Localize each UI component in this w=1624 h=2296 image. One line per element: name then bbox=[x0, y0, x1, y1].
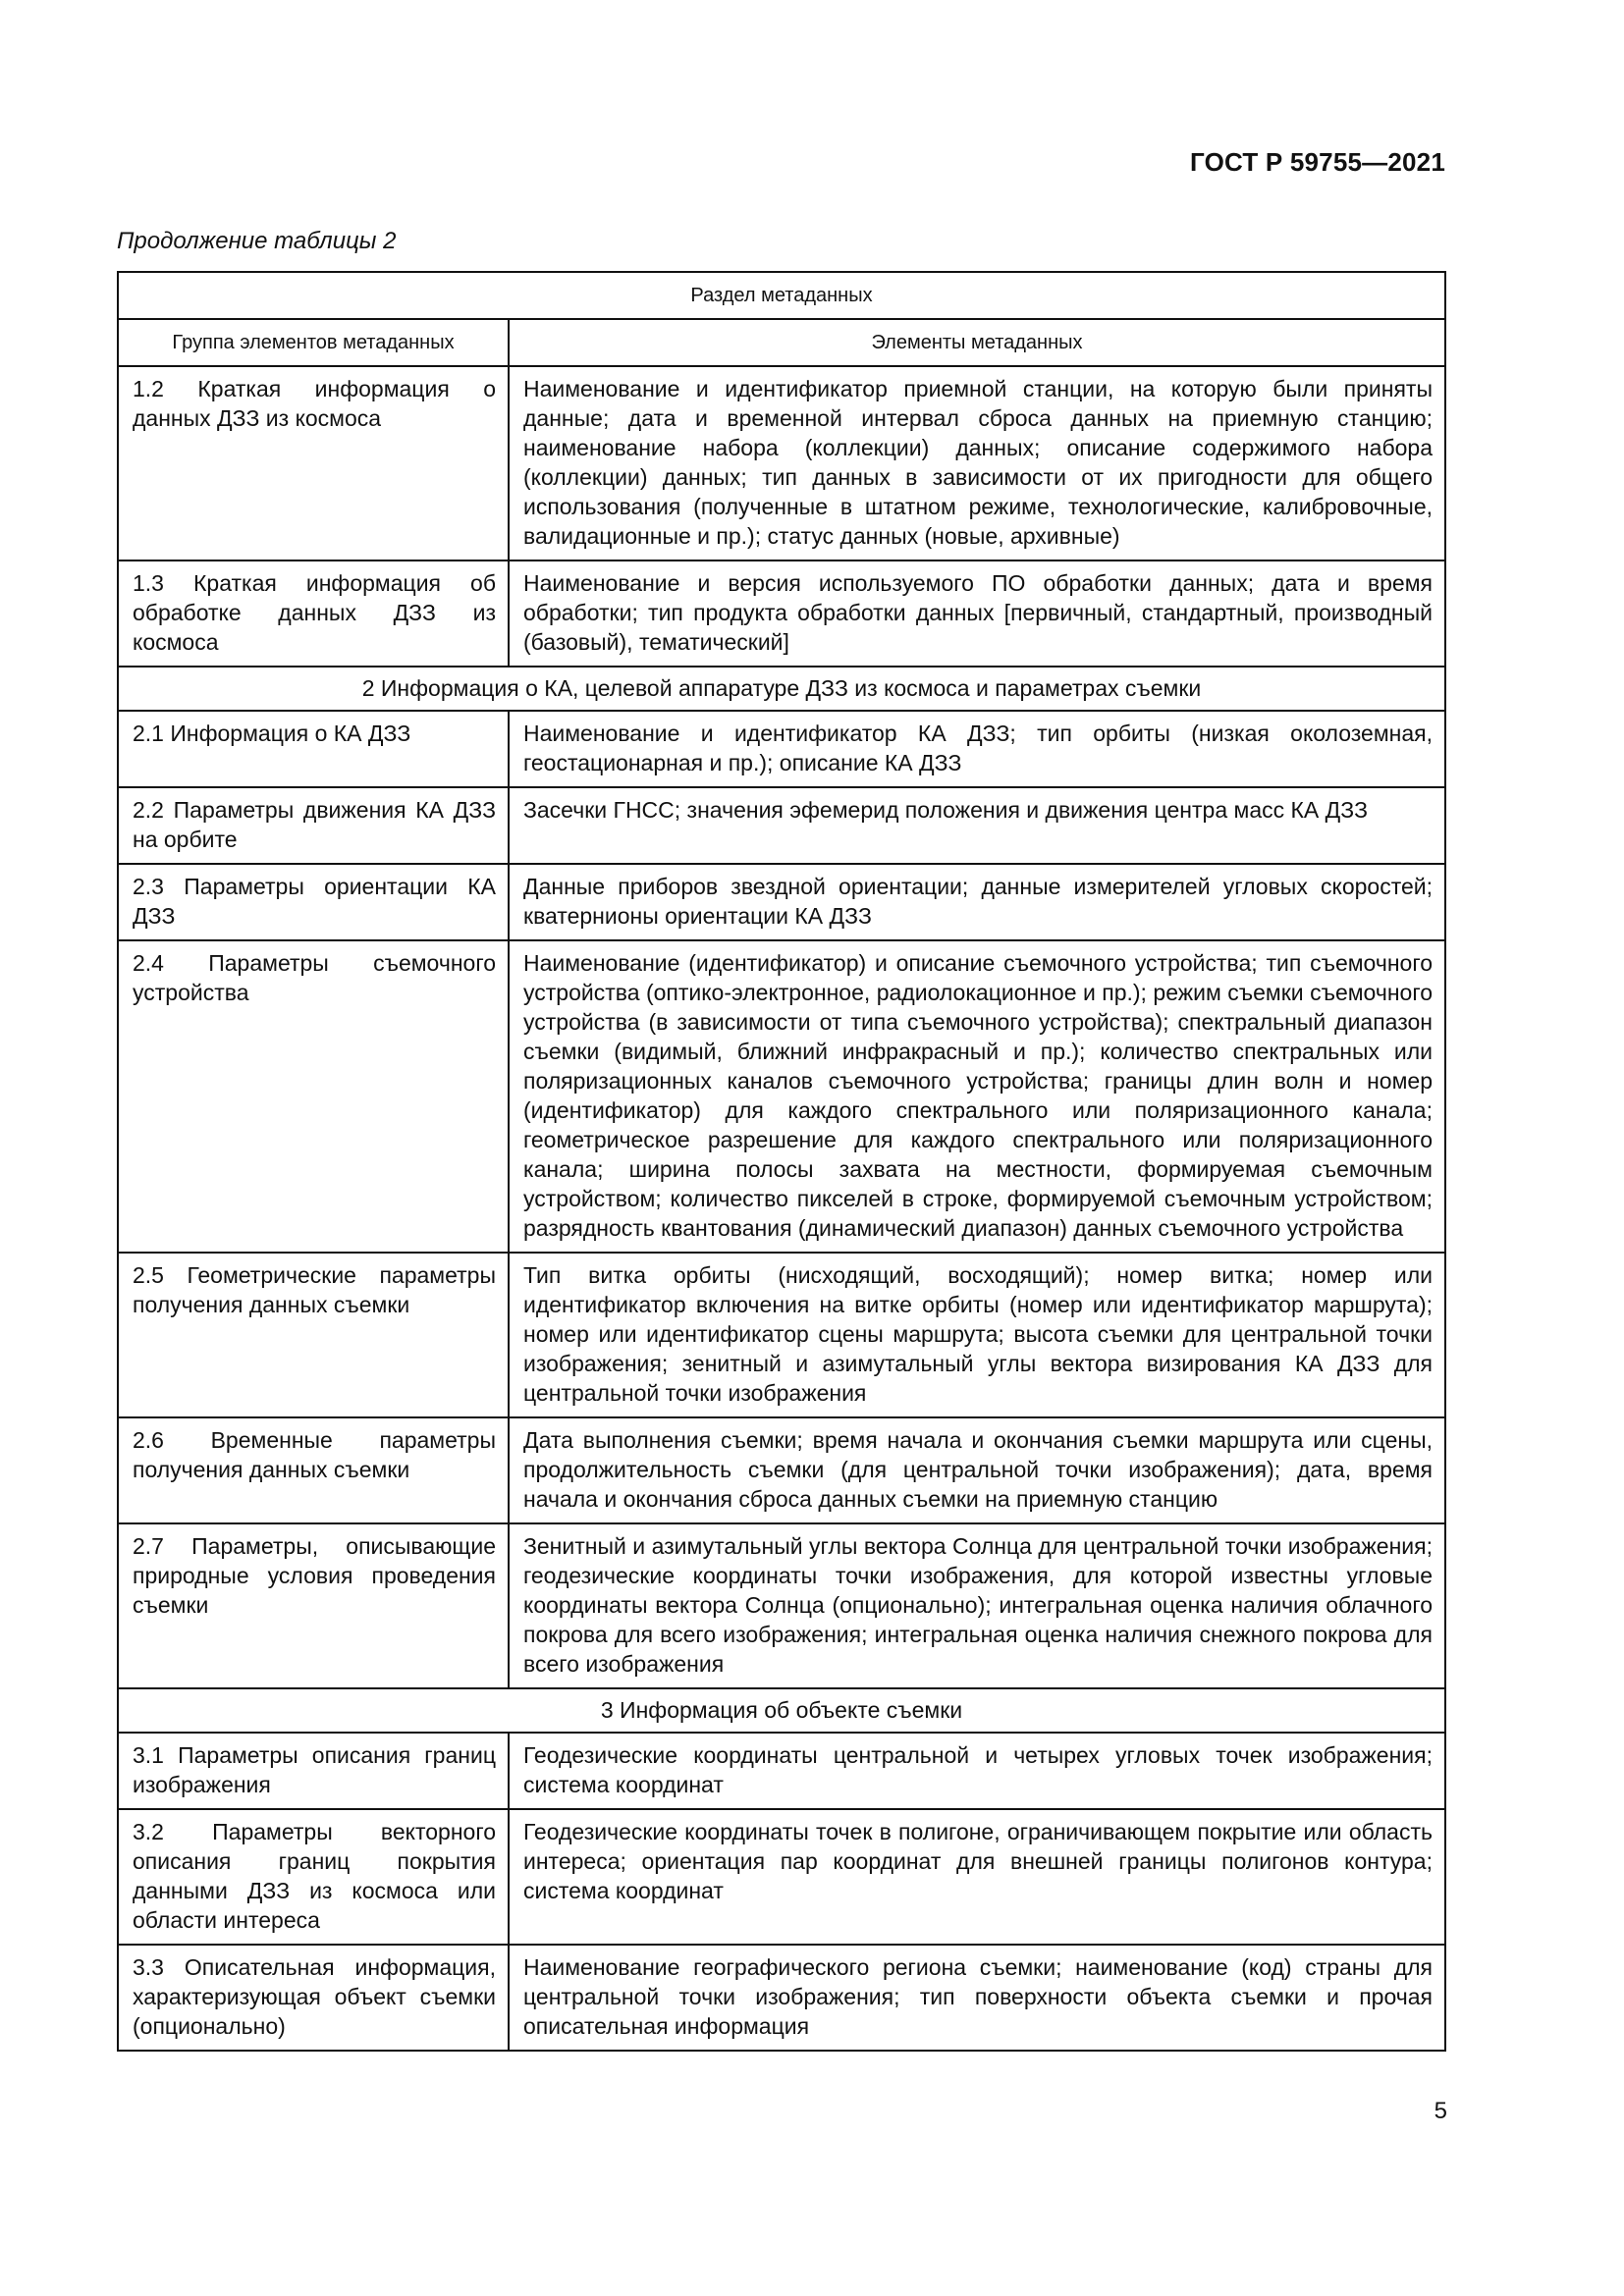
elements-cell: Тип витка орбиты (нисходящий, восходящий); номер витка; номер или идентификатор включения на витке орбиты (номер или идентификатор маршрута); номер или идентификатор сцены маршрута; высота съемки для центральной точки изображения; зенитный и азимутальный углы вектора визирования КА ДЗЗ для центральной точки изображения bbox=[509, 1253, 1445, 1417]
group-cell: 3.3 Описательная информация, характеризующая объект съемки (опционально) bbox=[118, 1945, 509, 2051]
column-header-group: Группа элементов метаданных bbox=[118, 319, 509, 366]
group-cell: 2.4 Параметры съемочного устройства bbox=[118, 940, 509, 1253]
table-caption: Продолжение таблицы 2 bbox=[117, 228, 397, 254]
table-row bbox=[118, 561, 1445, 667]
elements-cell: Наименование географического региона съемки; наименование (код) страны для центральной точки изображения; тип поверхности объекта съемки и прочая описательная информация bbox=[509, 1945, 1445, 2051]
table-column-header-row bbox=[118, 319, 1445, 366]
table-top-header-row bbox=[118, 272, 1445, 319]
table-row bbox=[118, 940, 1445, 1253]
section-row bbox=[118, 1688, 1445, 1733]
section-title: 3 Информация об объекте съемки bbox=[118, 1688, 1445, 1733]
top-header-cell: Раздел метаданных bbox=[118, 272, 1445, 319]
group-cell: 3.1 Параметры описания границ изображения bbox=[118, 1733, 509, 1809]
elements-cell: Дата выполнения съемки; время начала и окончания съемки маршрута или сцены, продолжительность съемки (для центральной точки изображения); дата, время начала и окончания сброса данных съемки на приемную станцию bbox=[509, 1417, 1445, 1523]
elements-cell: Наименование и идентификатор приемной станции, на которую были приняты данные; дата и временной интервал сброса данных на приемную станцию; наименование набора (коллекции) данных; описание содержимого набора (коллекции) данных; тип данных в зависимости от их пригодности для общего использования (полученные в штатном режиме, технологические, калибровочные, валидационные и пр.); статус данных (новые, архивные) bbox=[509, 366, 1445, 561]
section-row bbox=[118, 667, 1445, 711]
table-row bbox=[118, 711, 1445, 787]
elements-cell: Геодезические координаты центральной и четырех угловых точек изображения; система координат bbox=[509, 1733, 1445, 1809]
group-cell: 2.7 Параметры, описывающие природные условия проведения съемки bbox=[118, 1523, 509, 1688]
document-code: ГОСТ Р 59755—2021 bbox=[1190, 147, 1445, 177]
group-cell: 2.5 Геометрические параметры получения данных съемки bbox=[118, 1253, 509, 1417]
table-row bbox=[118, 1733, 1445, 1809]
table-row bbox=[118, 787, 1445, 864]
group-cell: 2.2 Параметры движения КА ДЗЗ на орбите bbox=[118, 787, 509, 864]
table-row bbox=[118, 1417, 1445, 1523]
table-row bbox=[118, 366, 1445, 561]
table-row bbox=[118, 864, 1445, 940]
table-row bbox=[118, 1945, 1445, 2051]
elements-cell: Засечки ГНСС; значения эфемерид положения и движения центра масс КА ДЗЗ bbox=[509, 787, 1445, 864]
elements-cell: Наименование и версия используемого ПО обработки данных; дата и время обработки; тип продукта обработки данных [первичный, стандартный, производный (базовый), тематический] bbox=[509, 561, 1445, 667]
elements-cell: Геодезические координаты точек в полигоне, ограничивающем покрытие или область интереса; ориентация пар координат для внешней границы полигонов контура; система координат bbox=[509, 1809, 1445, 1945]
group-cell: 2.1 Информация о КА ДЗЗ bbox=[118, 711, 509, 787]
group-cell: 2.6 Временные параметры получения данных съемки bbox=[118, 1417, 509, 1523]
table-row bbox=[118, 1809, 1445, 1945]
elements-cell: Зенитный и азимутальный углы вектора Солнца для центральной точки изображения; геодезические координаты точки изображения, для которой известны угловые координаты вектора Солнца (опционально); интегральная оценка наличия облачного покрова для всего изображения; интегральная оценка наличия снежного покрова для всего изображения bbox=[509, 1523, 1445, 1688]
section-title: 2 Информация о КА, целевой аппаратуре ДЗЗ из космоса и параметрах съемки bbox=[118, 667, 1445, 711]
group-cell: 2.3 Параметры ориентации КА ДЗЗ bbox=[118, 864, 509, 940]
column-header-elements: Элементы метаданных bbox=[509, 319, 1445, 366]
metadata-table bbox=[117, 271, 1446, 2052]
group-cell: 1.3 Краткая информация об обработке данных ДЗЗ из космоса bbox=[118, 561, 509, 667]
group-cell: 1.2 Краткая информация о данных ДЗЗ из космоса bbox=[118, 366, 509, 561]
table-row bbox=[118, 1523, 1445, 1688]
elements-cell: Наименование и идентификатор КА ДЗЗ; тип орбиты (низкая околоземная, геостационарная и пр.); описание КА ДЗЗ bbox=[509, 711, 1445, 787]
table-row bbox=[118, 1253, 1445, 1417]
page-number: 5 bbox=[1434, 2098, 1447, 2124]
elements-cell: Данные приборов звездной ориентации; данные измерителей угловых скоростей; кватернионы ориентации КА ДЗЗ bbox=[509, 864, 1445, 940]
elements-cell: Наименование (идентификатор) и описание съемочного устройства; тип съемочного устройства (оптико-электронное, радиолокационное и пр.); режим съемки съемочного устройства (в зависимости от типа съемочного устройства); спектральный диапазон съемки (видимый, ближний инфракрасный и пр.); количество спектральных или поляризационных каналов съемочного устройства; границы длин волн и номер (идентификатор) для каждого спектрального или поляризационного канала; геометрическое разрешение для каждого спектрального или поляризационного канала; ширина полосы захвата на местности, формируемая съемочным устройством; количество пикселей в строке, формируемой съемочным устройством; разрядность квантования (динамический диапазон) данных съемочного устройства bbox=[509, 940, 1445, 1253]
group-cell: 3.2 Параметры векторного описания границ покрытия данными ДЗЗ из космоса или области интереса bbox=[118, 1809, 509, 1945]
